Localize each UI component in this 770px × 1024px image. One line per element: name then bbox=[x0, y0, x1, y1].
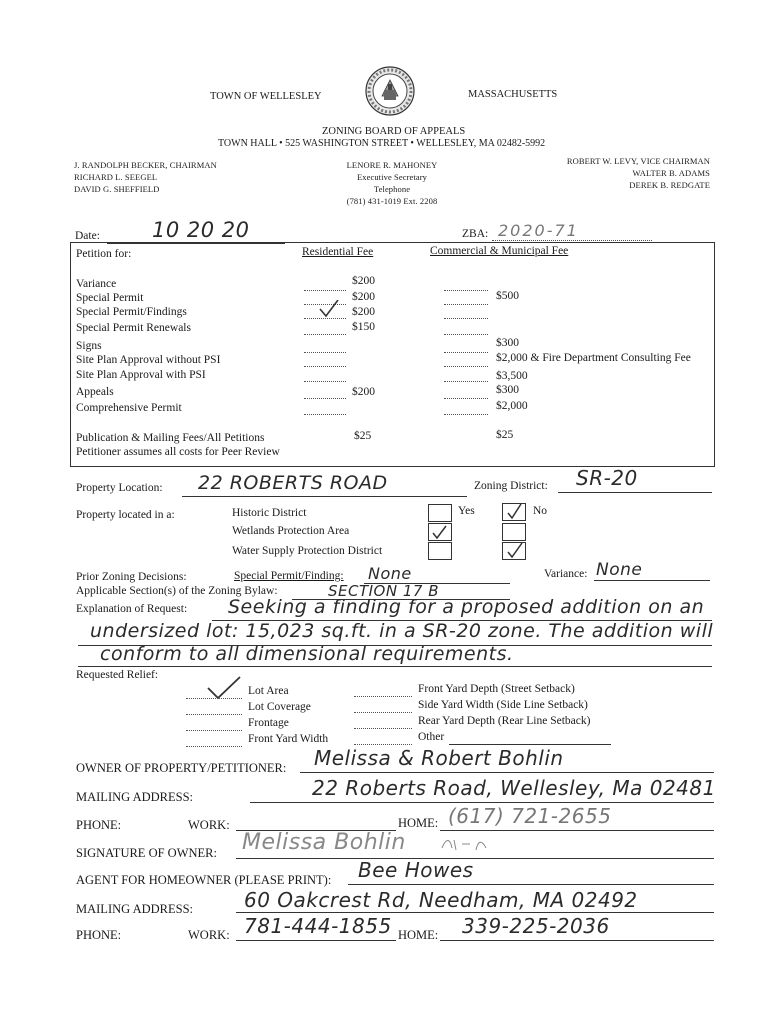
state-name: MASSACHUSETTS bbox=[468, 89, 558, 100]
residential-fee-blank[interactable] bbox=[304, 290, 346, 291]
home-phone-underline bbox=[440, 830, 714, 831]
explanation-line-3[interactable]: conform to all dimensional requirements. bbox=[100, 643, 514, 665]
member-name: ROBERT W. LEVY, VICE CHAIRMAN bbox=[566, 156, 710, 166]
applicable-sections-label: Applicable Section(s) of the Zoning Bylaw: bbox=[76, 585, 278, 597]
residential-fee-amount: $200 bbox=[352, 291, 375, 303]
commercial-fee-blank[interactable] bbox=[444, 381, 488, 382]
signature-label: SIGNATURE OF OWNER: bbox=[76, 846, 217, 860]
zba-number[interactable]: 2020-71 bbox=[498, 221, 579, 240]
commercial-fee-amount: $500 bbox=[496, 290, 519, 302]
fee-row-label: Site Plan Approval with PSI bbox=[76, 369, 206, 381]
variance-underline bbox=[594, 580, 710, 581]
explanation-underline-3 bbox=[78, 666, 712, 667]
agent-underline bbox=[348, 884, 714, 885]
agent-work-label: WORK: bbox=[188, 928, 230, 942]
agent-work-phone[interactable]: 781-444-1855 bbox=[244, 914, 392, 938]
commercial-fee-amount: $2,000 bbox=[496, 400, 528, 412]
telephone-label: Telephone bbox=[373, 184, 411, 194]
front-yard-width-blank bbox=[186, 746, 242, 747]
commercial-fee-amount: $2,000 & Fire Department Consulting Fee bbox=[496, 352, 691, 364]
commercial-fee-amount: $300 bbox=[496, 384, 519, 396]
other-blank bbox=[354, 744, 412, 745]
commercial-fee-blank[interactable] bbox=[444, 352, 488, 353]
mailing-address-label: MAILING ADDRESS: bbox=[76, 790, 194, 804]
relief-rear-yard-depth: Rear Yard Depth (Rear Line Setback) bbox=[418, 715, 591, 727]
member-name: DEREK B. REDGATE bbox=[629, 180, 710, 190]
agent-home-label: HOME: bbox=[398, 928, 439, 942]
residential-fee-header: Residential Fee bbox=[302, 246, 374, 258]
right-members bbox=[540, 155, 710, 191]
petition-for-label: Petition for: bbox=[76, 248, 132, 260]
district-underline bbox=[558, 492, 712, 493]
relief-front-yard-width: Front Yard Width bbox=[248, 733, 329, 745]
board-name: ZONING BOARD OF APPEALS bbox=[322, 126, 466, 137]
check-mark-icon bbox=[503, 543, 525, 559]
left-members bbox=[74, 159, 217, 195]
fee-row-label: Site Plan Approval without PSI bbox=[76, 354, 221, 366]
town-hall-address: TOWN HALL • 525 WASHINGTON STREET • WELLESLEY, MA 02482-5992 bbox=[218, 138, 546, 149]
relief-front-yard-depth: Front Yard Depth (Street Setback) bbox=[418, 683, 575, 695]
historic-yes-checkbox[interactable] bbox=[428, 504, 452, 522]
telephone-number: (781) 431-1019 Ext. 2208 bbox=[346, 196, 438, 206]
zba-underline bbox=[492, 240, 652, 241]
commercial-fee-blank[interactable] bbox=[444, 318, 488, 319]
owner-label: OWNER OF PROPERTY/PETITIONER: bbox=[76, 761, 287, 775]
work-label: WORK: bbox=[188, 818, 230, 832]
mailing-underline bbox=[250, 802, 714, 803]
lot-area-blank bbox=[186, 698, 242, 699]
water-no-checkbox[interactable] bbox=[502, 542, 526, 560]
property-location-label: Property Location: bbox=[76, 482, 163, 494]
relief-frontage: Frontage bbox=[248, 717, 289, 729]
commercial-fee-blank[interactable] bbox=[444, 366, 488, 367]
commercial-fee-blank[interactable] bbox=[444, 414, 488, 415]
other-underline bbox=[449, 744, 611, 745]
located-in-label: Property located in a: bbox=[76, 509, 175, 521]
fee-row-label: Appeals bbox=[76, 386, 114, 398]
front-yard-depth-blank bbox=[354, 696, 412, 697]
explanation-line-2[interactable]: undersized lot: 15,023 sq.ft. in a SR-20 zone. The addition will bbox=[90, 620, 714, 642]
special-permit-finding-label: Special Permit/Finding: bbox=[234, 570, 344, 582]
commercial-fee-blank[interactable] bbox=[444, 334, 488, 335]
agent-name[interactable]: Bee Howes bbox=[358, 858, 474, 882]
agent-work-underline bbox=[236, 940, 396, 941]
residential-fee-blank[interactable] bbox=[304, 398, 346, 399]
lot-coverage-blank bbox=[186, 714, 242, 715]
commercial-fee-amount: $300 bbox=[496, 337, 519, 349]
zba-label: ZBA: bbox=[462, 228, 489, 240]
rear-yard-depth-blank bbox=[354, 728, 412, 729]
water-yes-checkbox[interactable] bbox=[428, 542, 452, 560]
town-seal bbox=[365, 66, 415, 116]
commercial-fee-header: Commercial & Municipal Fee bbox=[430, 245, 569, 257]
wetlands-yes-checkbox[interactable] bbox=[428, 523, 452, 541]
historic-district-label: Historic District bbox=[232, 507, 307, 519]
signature-scribble bbox=[440, 836, 490, 859]
agent-mailing-underline bbox=[236, 912, 714, 913]
requested-relief-label: Requested Relief: bbox=[76, 669, 159, 681]
commercial-fee-blank[interactable] bbox=[444, 398, 488, 399]
publication-fee-label: Publication & Mailing Fees/All Petitions bbox=[76, 432, 265, 444]
mailing-address-value[interactable]: 22 Roberts Road, Wellesley, Ma 02481 bbox=[312, 776, 716, 800]
agent-label: AGENT FOR HOMEOWNER (PLEASE PRINT): bbox=[76, 873, 332, 887]
agent-home-underline bbox=[440, 940, 714, 941]
residential-fee-blank[interactable] bbox=[304, 381, 346, 382]
variance-label: Variance: bbox=[544, 568, 588, 580]
date-label: Date: bbox=[75, 230, 100, 242]
explanation-label: Explanation of Request: bbox=[76, 603, 188, 615]
member-name: WALTER B. ADAMS bbox=[632, 168, 710, 178]
residential-fee-blank[interactable] bbox=[304, 334, 346, 335]
water-supply-label: Water Supply Protection District bbox=[232, 545, 383, 557]
agent-mailing-label: MAILING ADDRESS: bbox=[76, 902, 194, 916]
relief-lot-coverage: Lot Coverage bbox=[248, 701, 311, 713]
secretary-name: LENORE R. MAHONEY bbox=[346, 160, 438, 170]
relief-side-yard-width: Side Yard Width (Side Line Setback) bbox=[418, 699, 588, 711]
yes-label: Yes bbox=[458, 505, 475, 517]
fee-row-label: Special Permit bbox=[76, 292, 144, 304]
fee-row-label: Comprehensive Permit bbox=[76, 402, 182, 414]
historic-no-checkbox[interactable] bbox=[502, 503, 526, 521]
commercial-fee-blank[interactable] bbox=[444, 304, 488, 305]
member-name: J. RANDOLPH BECKER, CHAIRMAN bbox=[74, 160, 217, 170]
wetlands-no-checkbox[interactable] bbox=[502, 523, 526, 541]
fee-check-mark-icon bbox=[318, 300, 340, 323]
center-contact bbox=[330, 159, 454, 207]
special-permit-finding-value[interactable]: None bbox=[368, 564, 412, 583]
agent-home-phone[interactable]: 339-225-2036 bbox=[462, 914, 610, 938]
frontage-blank bbox=[186, 730, 242, 731]
owner-underline bbox=[300, 772, 714, 773]
home-label: HOME: bbox=[398, 816, 439, 830]
owner-value[interactable]: Melissa & Robert Bohlin bbox=[314, 746, 564, 770]
town-name: TOWN OF WELLESLEY bbox=[210, 91, 322, 102]
fee-row-label: Signs bbox=[76, 340, 102, 352]
check-mark-icon bbox=[429, 524, 451, 540]
residential-fee-amount: $200 bbox=[352, 386, 375, 398]
secretary-title: Executive Secretary bbox=[356, 172, 428, 182]
residential-fee-amount: $200 bbox=[352, 275, 375, 287]
side-yard-width-blank bbox=[354, 712, 412, 713]
no-label: No bbox=[533, 505, 548, 517]
publication-com-fee: $25 bbox=[496, 429, 514, 441]
peer-review-note: Petitioner assumes all costs for Peer Review bbox=[76, 446, 280, 458]
check-mark-icon bbox=[204, 676, 244, 700]
explanation-line-1[interactable]: Seeking a finding for a proposed addition on an bbox=[228, 596, 705, 618]
commercial-fee-amount: $3,500 bbox=[496, 370, 528, 382]
relief-lot-area: Lot Area bbox=[248, 685, 289, 697]
location-underline bbox=[182, 496, 467, 497]
prior-decisions-label: Prior Zoning Decisions: bbox=[76, 571, 187, 583]
check-mark-icon bbox=[503, 504, 525, 520]
fee-row-label: Variance bbox=[76, 278, 117, 290]
phone-label: PHONE: bbox=[76, 818, 122, 832]
residential-fee-blank[interactable] bbox=[304, 352, 346, 353]
relief-other: Other bbox=[418, 731, 445, 743]
residential-fee-blank[interactable] bbox=[304, 366, 346, 367]
owner-signature[interactable]: Melissa Bohlin bbox=[242, 830, 406, 855]
signature-underline bbox=[236, 858, 714, 859]
fee-row-label: Special Permit Renewals bbox=[76, 322, 191, 334]
member-name: DAVID G. SHEFFIELD bbox=[74, 184, 160, 194]
publication-res-fee: $25 bbox=[354, 430, 372, 442]
residential-fee-amount: $200 bbox=[352, 306, 375, 318]
property-location-value[interactable]: 22 ROBERTS ROAD bbox=[198, 472, 388, 494]
date-value[interactable]: 10 20 20 bbox=[152, 218, 250, 242]
agent-phone-label: PHONE: bbox=[76, 928, 122, 942]
home-phone-value[interactable]: (617) 721-2655 bbox=[448, 804, 612, 828]
lot-area-check bbox=[204, 676, 244, 705]
fee-row-label: Special Permit/Findings bbox=[76, 306, 187, 318]
wetlands-label: Wetlands Protection Area bbox=[232, 525, 350, 537]
residential-fee-amount: $150 bbox=[352, 321, 375, 333]
applicable-sections-value[interactable]: SECTION 17 B bbox=[328, 582, 439, 600]
variance-value[interactable]: None bbox=[596, 560, 643, 580]
commercial-fee-blank[interactable] bbox=[444, 290, 488, 291]
zoning-district-label: Zoning District: bbox=[474, 480, 548, 492]
member-name: RICHARD L. SEEGEL bbox=[74, 172, 158, 182]
residential-fee-blank[interactable] bbox=[304, 414, 346, 415]
agent-mailing-value[interactable]: 60 Oakcrest Rd, Needham, MA 02492 bbox=[244, 888, 638, 912]
zoning-district-value[interactable]: SR-20 bbox=[576, 466, 638, 490]
